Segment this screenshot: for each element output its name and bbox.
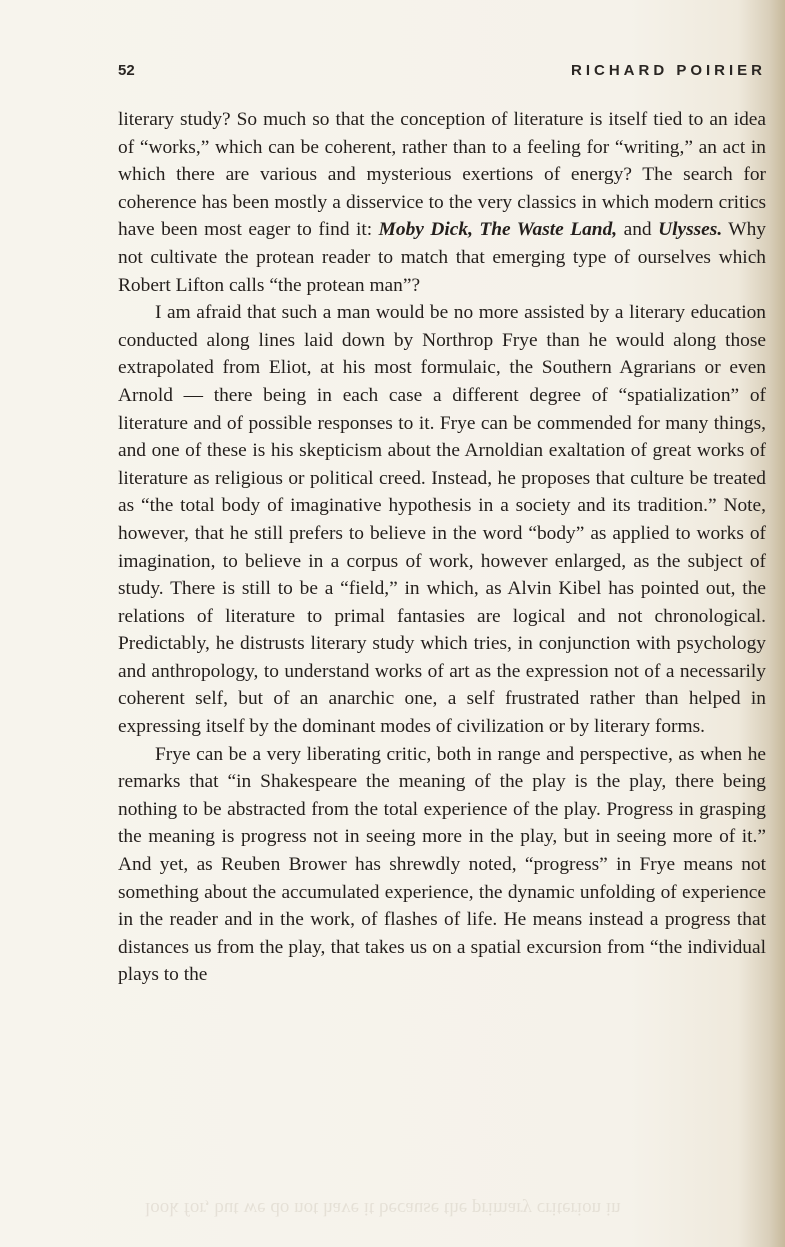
paragraph-text: Why not cultivate the protean reader to match that emerging type of ourselves which Robert Lifton calls “the protean man”?: [118, 219, 766, 296]
italic-title: Moby Dick, The Waste Land,: [378, 219, 618, 241]
body-text: [118, 106, 766, 989]
paragraph-2: [118, 299, 766, 741]
paragraph-1: [118, 106, 766, 299]
paragraph-text: literary study? So much so that the conception of literature is itself tied to an idea of “works,” which can be coherent, rather than to a feeling for “writing,” an act in which there are various and mysterious exertions of energy? The search for coherence has been mostly a disservice to the very classics in which modern critics have been most eager to find it:: [118, 109, 766, 241]
bleed-through-text: look for, but we do not have it because the primary criterion in: [145, 1198, 621, 1219]
paragraph-text: and: [617, 219, 659, 241]
page-number: 52: [118, 62, 135, 79]
paragraph-3: [118, 741, 766, 989]
running-head: RICHARD POIRIER: [570, 62, 766, 79]
page-header: [118, 62, 766, 86]
italic-title: Ulysses.: [658, 219, 723, 241]
paragraph-text: Frye can be a very liberating critic, both in range and perspective, as when he remarks that “in Shakespeare the meaning of the play is the play, there being nothing to be abstracted from the total experience of the play. Progress in grasping the meaning is progress not in seeing more in the play, but in seeing more of it.” And yet, as Reuben Brower has shrewdly noted, “progress” in Frye means not something about the accumulated experience, the dynamic unfolding of experience in the reader and in the work, of flashes of life. He means instead a progress that distances us from the play, that takes us on a spatial excursion from “the individual plays to the: [118, 743, 766, 986]
paragraph-text: I am afraid that such a man would be no more assisted by a literary education conducted along lines laid down by Northrop Frye than he would along those extrapolated from Eliot, at his most formulaic, the Southern Agrarians or even Arnold — there being in each case a different degree of “spatialization” of literature and of possible responses to it. Frye can be commended for many things, and one of these is his skepticism about the Arnoldian exaltation of great works of literature as religious or political creed. Instead, he proposes that culture be treated as “the total body of imaginative hypothesis in a society and its tradition.” Note, however, that he still prefers to believe in the word “body” as applied to works of imagination, to believe in a corpus of work, however enlarged, as the subject of study. There is still to be a “field,” in which, as Alvin Kibel has pointed out, the relations of literature to primal fantasies are logical and not chronological. Predictably, he distrusts literary study which tries, in conjunction with psychology and anthropology, to understand works of art as the expression not of a necessarily coherent self, but of an anarchic one, a self frustrated rather than helped in expressing itself by the dominant modes of civilization or by literary forms.: [118, 302, 766, 738]
